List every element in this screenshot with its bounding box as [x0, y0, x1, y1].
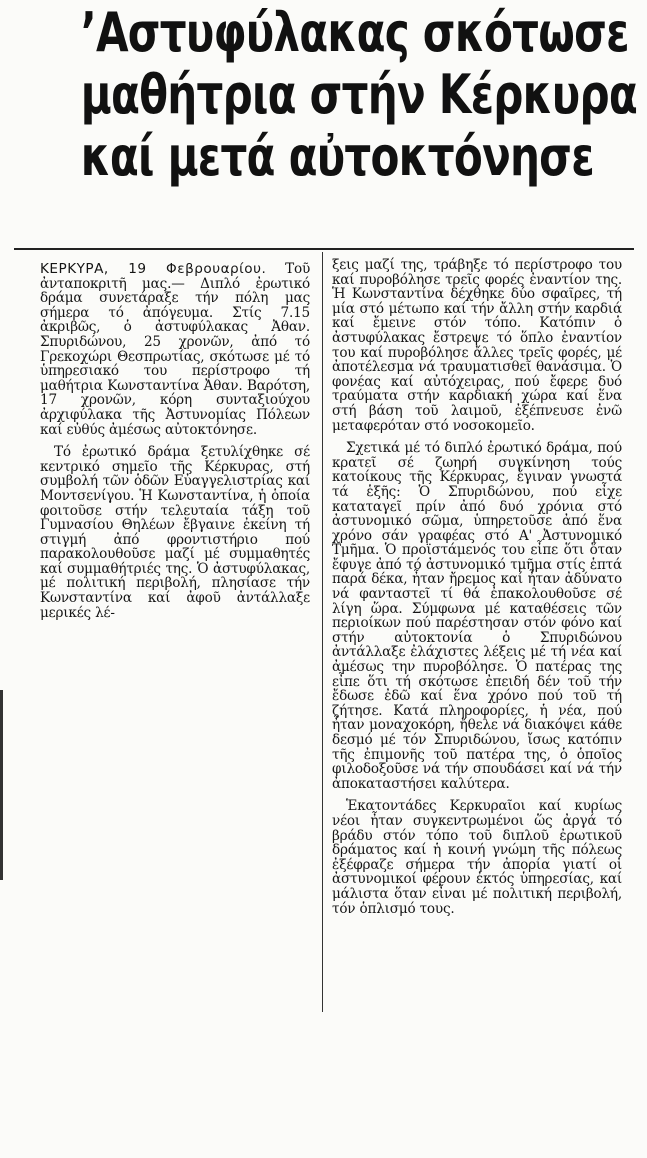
margin-mark: [0, 690, 3, 880]
article-paragraph: Ἑκατοντάδες Κερκυραῖοι καί κυρίως νέοι ἦταν συγκεντρωμένοι ὥς ἀργά τό βράδυ στόν τόπο τοῦ διπλοῦ ἐρωτικοῦ δράματος καί ἡ κοινή γνώμη τῆς πόλεως ἐξέφραζε σήμερα τήν ἀπορία γιατί οἱ ἀστυνομικοί φέρουν ἐκτός ὑπηρεσίας, καί μάλιστα ὅταν εἶναι μέ πολιτική περιβολή, τόν ὁπλισμό τους.: [332, 798, 622, 917]
headline-divider: [14, 248, 634, 250]
headline-line-1: ’Αστυφύλακας σκότωσε: [80, 1, 629, 64]
article-paragraph: Σχετικά μέ τό διπλό ἐρωτικό δράμα, πού κρατεῖ σέ ζωηρή συγκίνηση τούς κατοίκους τῆς Κέρκυρας, ἔγιναν γνωστά τά ἑξῆς: Ὁ Σπυριδώνου, πού εἶχε καταταγεῖ πρίν ἀπό δυό χρόνια στό ἀστυνομικό σῶμα, ὑπηρετοῦσε ἀπό ἕνα χρόνο σάν γραφέας στό Α' Ἀστυνομικό Τμῆμα. Ὁ προϊστάμενός του εἶπε ὅτι ὅταν ἔφυγε ἀπό τό ἀστυνομικό τμῆμα στίς ἑπτά παρά δέκα, ἦταν ἤρεμος καί ἦταν ἀδύνατο νά φανταστεῖ τί θά ἐπακολουθοῦσε σέ λίγη ὥρα. Σύμφωνα μέ καταθέσεις τῶν περιοίκων πού παρέστησαν στόν φόνο καί στήν αὐτοκτονία ὁ Σπυριδώνου ἀντάλλαξε ἐλάχιστες λέξεις μέ τή νέα καί ἀμέσως την πυροβόλησε. Ὁ πατέρας της εἶπε ὅτι τή σκότωσε ἐπειδή δέν τοῦ τήν ἔδωσε ἐδῶ καί ἕνα χρόνο πού τοῦ τή ζήτησε. Κατά πληροφορίες, ἡ νέα, πού ἦταν μοναχοκόρη, ἤθελε νά διακόψει κάθε δεσμό μέ τόν Σπυριδώνου, ἴσως κατόπιν τῆς ἐπιμονῆς τοῦ πατέρα της, ὁ ὁποῖος φιλοδοξοῦσε νά τήν σπουδάσει καί νά τήν ἀποκαταστήσει καλύτερα.: [332, 440, 622, 792]
article-paragraph: [40, 262, 310, 437]
article-paragraph: Τό ἐρωτικό δράμα ξετυλίχθηκε σέ κεντρικό σημεῖο τῆς Κέρκυρας, στή συμβολή τῶν ὁδῶν Εὐαγγελιστρίας καί Μοντσενίγου. Ἡ Κωνσταντίνα, ἡ ὁποία φοιτοῦσε στήν τελευταία τάξη τοῦ Γυμνασίου Θηλέων ἔβγαινε ἐκείνη τή στιγμή ἀπό φροντιστήριο πού παρακολουθοῦσε μαζί μέ συμμαθητές καί συμμαθήτριές της. Ὁ ἀστυφύλακας, μέ πολιτική περιβολή, πλησίασε τήν Κωνσταντίνα καί ἀφοῦ ἀντάλλαξε μερικές λέ-: [40, 444, 310, 621]
dateline: ΚΕΡΚΥΡΑ, 19 Φεβρουαρίου.: [40, 261, 267, 277]
paragraph-text: Τοῦ ἀνταποκριτῆ μας.— Διπλό ἐρωτικό δράμα συνετάραξε τήν πόλη μας σήμερα τό ἀπόγευμα. Στίς 7.15 ἀκριβῶς, ὁ ἀστυφύλακας Ἀθαν. Σπυριδώνου, 25 χρονῶν, ἀπό τό Γρεκοχώρι Θεσπρωτίας, σκότωσε μέ τό ὑπηρεσιακό του περίστροφο τή μαθήτρια Κωνσταντίνα Ἀθαν. Βαρότση, 17 χρονῶν, κόρη συνταξιούχου ἀρχιφύλακα τῆς Ἀστυνομίας Πόλεων καί εὐθύς ἀμέσως αὐτοκτόνησε.: [40, 261, 311, 438]
headline-line-2: μαθήτρια στήν Κέρκυρα: [80, 63, 637, 126]
headline: [80, 1, 637, 188]
article-paragraph: ξεις μαζί της, τράβηξε τό περίστροφο του καί πυροβόλησε τρεῖς φορές ἐναντίον της. Ἡ Κωνσταντίνα δέχθηκε δύο σφαῖρες, τή μία στό μέτωπο καί τήν ἄλλη στήν καρδιά καί ἔμεινε στόν τόπο. Κατόπιν ὁ ἀστυφύλακας ἔστρεψε τό ὅπλο ἐναντίον του καί πυροβόλησε ἄλλες τρεῖς φορές, μέ ἀποτέλεσμα νά τραυματισθεῖ θανάσιμα. Ὁ φονέας καί αὐτόχειρας, πού ἔφερε δυό τραύματα στήν καρδιακή χώρα καί ἕνα στή βάση τοῦ λαιμοῦ, ἐξέπνευσε ἐνῶ μεταφερόταν στό νοσοκομεῖο.: [332, 257, 622, 434]
headline-line-3: καί μετά αὐτοκτόνησε: [80, 125, 594, 188]
article-column-left: [40, 262, 310, 628]
article-column-right: [332, 258, 622, 924]
column-divider: [322, 252, 323, 1012]
